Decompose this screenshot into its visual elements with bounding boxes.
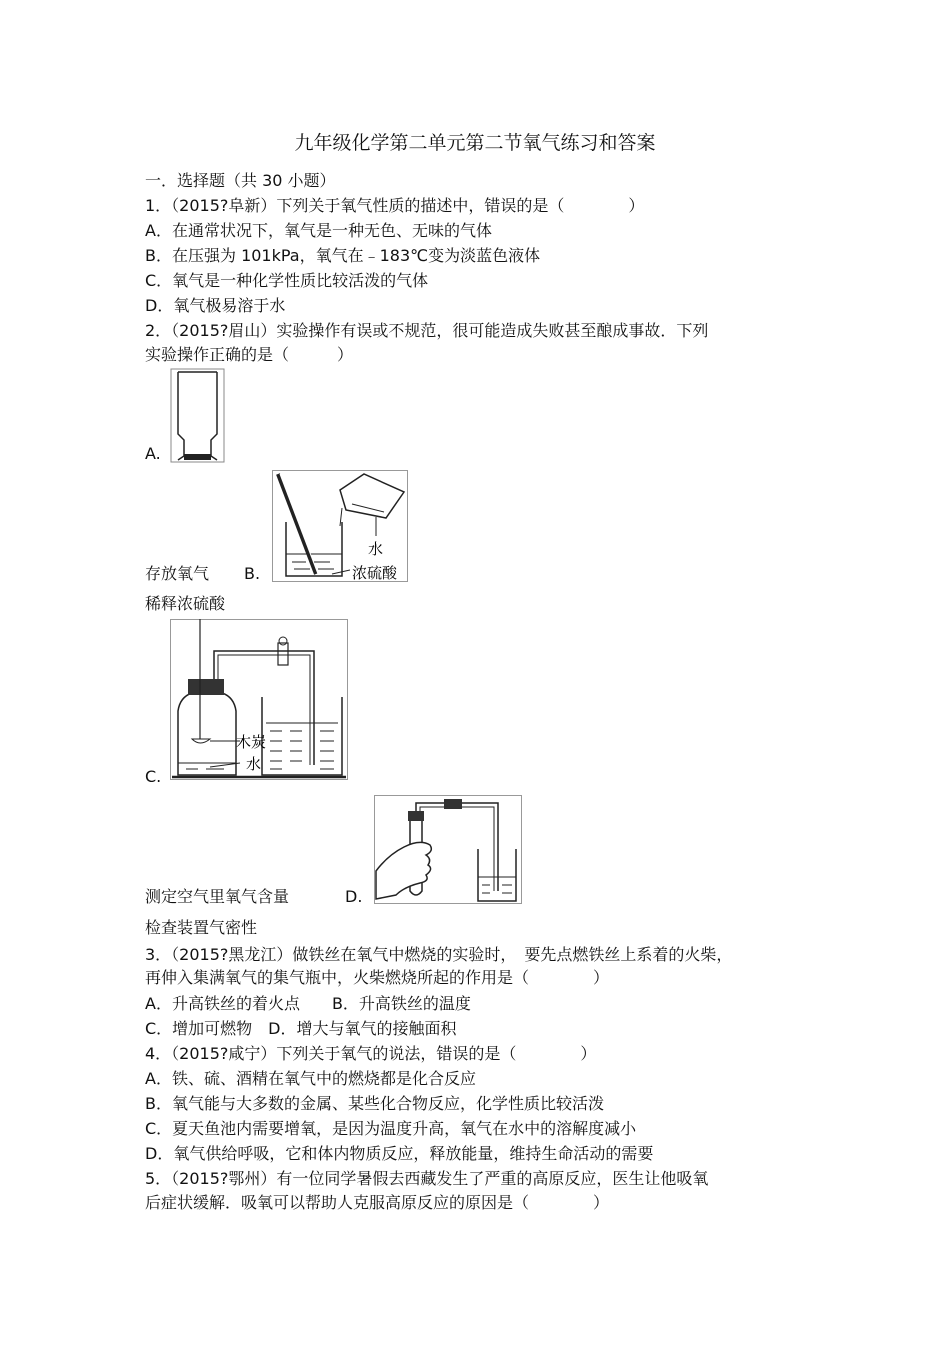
q2-stem-line2: 实验操作正确的是（ ） <box>145 345 354 364</box>
figure-b-acid-label: 浓硫酸 <box>352 564 398 582</box>
q4-stem: 4．（2015?咸宁）下列关于氧气的说法，错误的是（ ） <box>145 1044 597 1063</box>
q3-options-ab: A．升高铁丝的着火点 B．升高铁丝的温度 <box>145 994 471 1013</box>
section-heading: 一．选择题（共 30 小题） <box>145 171 336 190</box>
q1-option-c: C．氧气是一种化学性质比较活泼的气体 <box>145 271 429 290</box>
q3-options-cd: C．增加可燃物 D．增大与氧气的接触面积 <box>145 1019 457 1038</box>
q2-option-b-caption: 稀释浓硫酸 <box>145 594 226 613</box>
q2-option-c-label: C. <box>145 767 162 786</box>
figure-c-oxygen-measurement <box>170 619 350 781</box>
q2-stem-line1: 2．（2015?眉山）实验操作有误或不规范，很可能造成失败甚至酿成事故．下列 <box>145 321 709 340</box>
q3-stem-line1: 3．（2015?黑龙江）做铁丝在氧气中燃烧的实验时， 要先点燃铁丝上系着的火柴， <box>145 945 733 964</box>
figure-c-water-label: 水 <box>246 755 262 773</box>
q2-option-a-caption: 存放氧气 <box>145 564 210 583</box>
q4-option-c: C．夏天鱼池内需要增氧，是因为温度升高，氧气在水中的溶解度减小 <box>145 1119 637 1138</box>
figure-b-water-label: 水 <box>368 540 384 558</box>
q4-option-b: B．氧气能与大多数的金属、某些化合物反应，化学性质比较活泼 <box>145 1094 604 1113</box>
q2-option-d-label: D. <box>345 887 363 906</box>
figure-d-airtightness-check <box>374 795 522 905</box>
figure-a-gas-bottle <box>170 368 225 463</box>
q4-option-d: D．氧气供给呼吸，它和体内物质反应，释放能量，维持生命活动的需要 <box>145 1144 654 1163</box>
q4-option-a: A．铁、硫、酒精在氧气中的燃烧都是化合反应 <box>145 1069 476 1088</box>
q2-option-a-label: A. <box>145 444 161 463</box>
q1-stem: 1．（2015?阜新）下列关于氧气性质的描述中，错误的是（ ） <box>145 196 645 215</box>
q1-option-d: D．氧气极易溶于水 <box>145 296 286 315</box>
document-title: 九年级化学第二单元第二节氧气练习和答案 <box>294 132 656 154</box>
q2-option-c-caption: 测定空气里氧气含量 <box>145 887 290 906</box>
q5-stem-line2: 后症状缓解．吸氧可以帮助人克服高原反应的原因是（ ） <box>145 1193 610 1212</box>
q2-option-d-caption: 检查装置气密性 <box>145 918 258 937</box>
q1-option-b: B．在压强为 101kPa，氧气在﹣183℃变为淡蓝色液体 <box>145 246 541 265</box>
q5-stem-line1: 5．（2015?鄂州）有一位同学暑假去西藏发生了严重的高原反应，医生让他吸氧 <box>145 1169 709 1188</box>
figure-b-diluting-acid <box>272 470 408 582</box>
q1-option-a: A．在通常状况下，氧气是一种无色、无味的气体 <box>145 221 492 240</box>
q3-stem-line2: 再伸入集满氧气的集气瓶中，火柴燃烧所起的作用是（ ） <box>145 968 610 987</box>
q2-option-b-label: B. <box>244 564 261 583</box>
figure-c-charcoal-label: 木炭 <box>236 733 267 751</box>
